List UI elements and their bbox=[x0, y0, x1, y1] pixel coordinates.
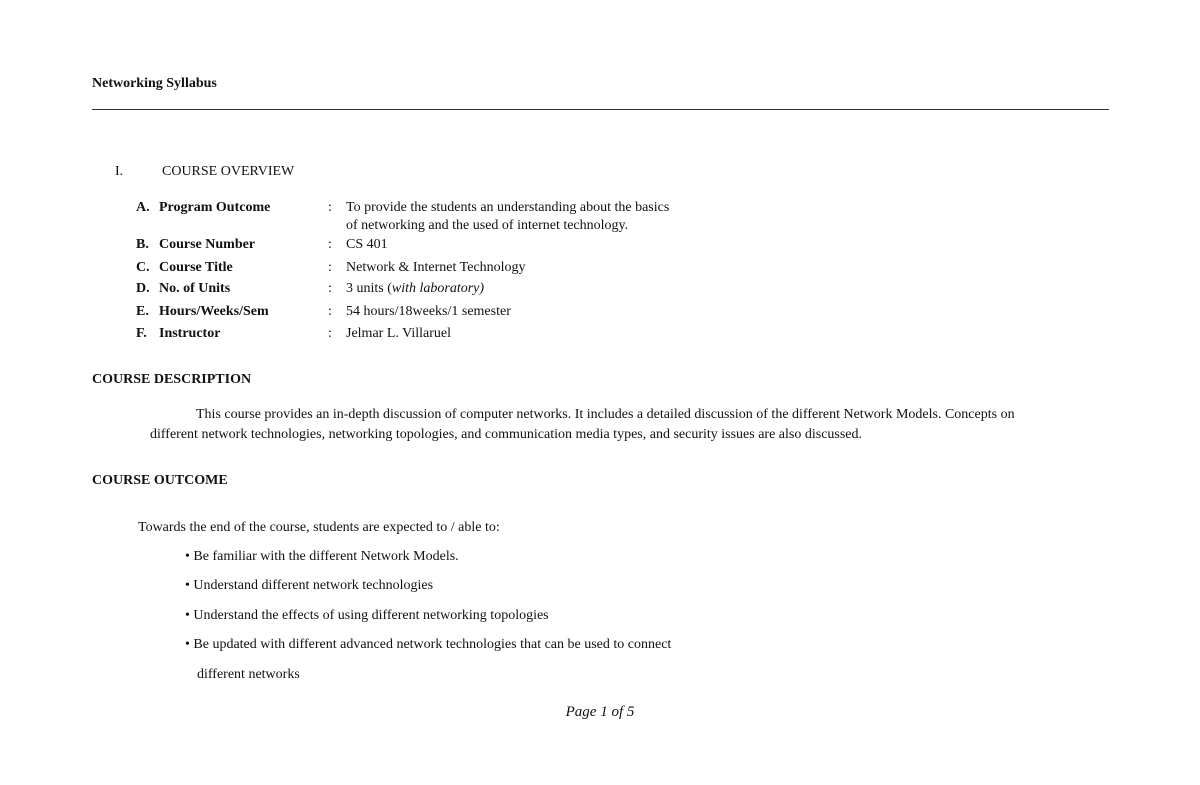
hours-label: Hours/Weeks/Sem bbox=[159, 304, 269, 319]
list-item: • Be updated with different advanced network technologies that can be used to connect bbox=[185, 637, 672, 652]
row-letter-b: B. bbox=[136, 237, 149, 252]
section-number: I. bbox=[115, 164, 124, 179]
list-item-continuation: different networks bbox=[197, 667, 300, 682]
course-title-value: Network & Internet Technology bbox=[346, 260, 526, 275]
page-number: Page 1 of 5 bbox=[565, 704, 635, 720]
row-colon: : bbox=[328, 237, 332, 252]
hours-value: 54 hours/18weeks/1 semester bbox=[346, 304, 511, 319]
units-label: No. of Units bbox=[159, 281, 231, 296]
row-letter-e: E. bbox=[136, 304, 149, 319]
header-title: Networking Syllabus bbox=[92, 76, 217, 91]
section-title: COURSE OVERVIEW bbox=[162, 164, 295, 179]
program-outcome-label: Program Outcome bbox=[159, 200, 271, 215]
instructor-value: Jelmar L. Villaruel bbox=[346, 326, 452, 341]
row-letter-c: C. bbox=[136, 260, 150, 275]
course-description-line-1: This course provides an in-depth discussion of computer networks. It includes a detailed discussion of the different Network Models. Concepts on bbox=[196, 407, 1015, 422]
instructor-label: Instructor bbox=[159, 326, 221, 341]
course-number-value: CS 401 bbox=[346, 237, 388, 252]
row-letter-f: F. bbox=[136, 326, 147, 341]
program-outcome-value-cont: of networking and the used of internet technology. bbox=[346, 218, 629, 233]
course-outcome-intro: Towards the end of the course, students are expected to / able to: bbox=[138, 520, 500, 535]
course-number-label: Course Number bbox=[159, 237, 256, 252]
row-colon: : bbox=[328, 260, 332, 275]
list-item: • Be familiar with the different Network Models. bbox=[185, 549, 459, 564]
list-item: • Understand different network technologies bbox=[185, 578, 434, 593]
course-outcome-heading: COURSE OUTCOME bbox=[92, 473, 228, 488]
course-description-line-2: different network technologies, networking topologies, and communication media types, and security issues are also discussed. bbox=[150, 427, 863, 442]
row-colon: : bbox=[328, 326, 332, 341]
units-value bbox=[346, 281, 484, 297]
program-outcome-value: To provide the students an understanding about the basics bbox=[346, 200, 670, 215]
list-item: • Understand the effects of using different networking topologies bbox=[185, 608, 549, 623]
row-colon: : bbox=[328, 200, 332, 215]
course-title-label: Course Title bbox=[159, 260, 233, 275]
row-colon: : bbox=[328, 281, 332, 296]
row-letter-a: A. bbox=[136, 200, 150, 215]
units-value-italic: with laboratory) bbox=[391, 281, 485, 296]
units-value-text: 3 units ( bbox=[346, 281, 392, 296]
row-colon: : bbox=[328, 304, 332, 319]
course-description-heading: COURSE DESCRIPTION bbox=[92, 372, 252, 387]
row-letter-d: D. bbox=[136, 281, 150, 296]
header-divider bbox=[92, 109, 1109, 110]
